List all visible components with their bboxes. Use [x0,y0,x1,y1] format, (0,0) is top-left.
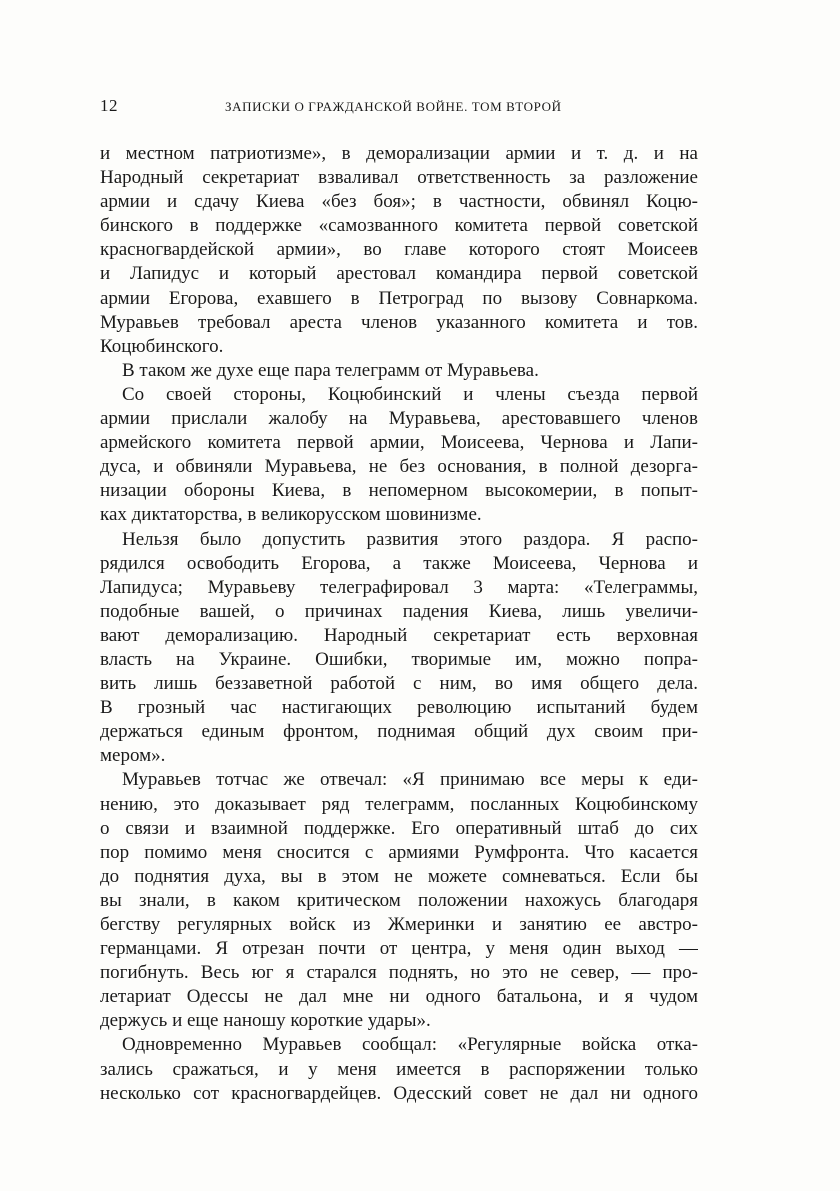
text-line: держаться единым фронтом, поднимая общий дух своим при- [100,721,698,743]
text-line: вают деморализацию. Народный секретариат есть верховная [100,624,698,646]
text-line: Народный секретариат взваливал ответственность за разложение [100,167,698,189]
text-line: несколько сот красногвардейцев. Одесский совет не дал ни одного [100,1082,698,1104]
text-line: Муравьев тотчас же отвечал: «Я принимаю все меры к еди- [122,769,698,791]
text-line: вить лишь беззаветной работой с ним, во имя общего дела. [100,673,698,695]
text-line: до поднятия духа, вы в этом не можете сомневаться. Если бы [100,865,698,887]
text-line: ках диктаторства, в великорусском шовинизме. [100,504,482,526]
text-line: Нельзя было допустить развития этого раздора. Я распо- [122,528,698,550]
text-line: красногвардейской армии», во главе которого стоят Моисеев [100,239,698,261]
text-line: армейского комитета первой армии, Моисеева, Чернова и Лапи- [100,432,698,454]
text-line: подобные вашей, о причинах падения Киева, лишь увеличи- [100,600,698,622]
text-line: Муравьев требовал ареста членов указанного комитета и тов. [100,311,698,333]
text-line: дуса, и обвиняли Муравьева, не без основания, в полной дезорга- [100,456,698,478]
text-line: Лапидуса; Муравьеву телеграфировал 3 марта: «Телеграммы, [100,576,698,598]
body-text [100,142,698,1106]
text-line: В таком же духе еще пара телеграмм от Муравьева. [122,359,539,381]
text-line: мером». [100,745,166,767]
text-line: бинского в поддержке «самозванного комитета первой советской [100,215,698,237]
page-header [100,96,700,120]
text-line: рядился освободить Егорова, а также Моисеева, Чернова и [100,552,698,574]
text-line: власть на Украине. Ошибки, творимые им, можно попра- [100,648,698,670]
text-line: низации обороны Киева, в непомерном высокомерии, в попыт- [100,480,698,502]
text-line: пор помимо меня сносится с армиями Румфронта. Что касается [100,841,698,863]
text-line: В грозный час настигающих революцию испытаний будем [100,697,698,719]
text-line: держусь и еще наношу короткие удары». [100,1010,431,1032]
text-line: о связи и взаимной поддержке. Его оперативный штаб до сих [100,817,698,839]
text-line: бегству регулярных войск из Жмеринки и занятию ее австро- [100,914,698,935]
text-line: армии прислали жалобу на Муравьева, арестовавшего членов [100,408,698,430]
text-line: и местном патриотизме», в деморализации армии и т. д. и на [100,143,698,164]
text-line: германцами. Я отрезан почти от центра, у меня один выход — [100,938,698,960]
text-line: Со своей стороны, Коцюбинский и члены съезда первой [122,383,698,405]
text-line: армии и сдачу Киева «без боя»; в частности, обвинял Коцю- [100,191,698,213]
text-line: Одновременно Муравьев сообщал: «Регулярные войска отка- [122,1034,698,1056]
running-head: ЗАПИСКИ О ГРАЖДАНСКОЙ ВОЙНЕ. ТОМ ВТОРОЙ [225,99,562,114]
text-line: летариат Одессы не дал мне ни одного батальона, и я чудом [100,986,698,1008]
text-line: погибнуть. Весь юг я старался поднять, но это не север, — про- [100,962,698,984]
text-line: вы знали, в каком критическом положении нахожусь благодаря [100,889,698,911]
text-line: армии Егорова, ехавшего в Петроград по вызову Совнаркома. [100,287,698,309]
page-number: 12 [100,96,118,115]
text-line: нению, это доказывает ряд телеграмм, посланных Коцюбинскому [100,793,698,815]
text-line: зались сражаться, и у меня имеется в распоряжении только [100,1058,698,1080]
text-line: и Лапидус и который арестовал командира первой советской [100,263,698,285]
text-line: Коцюбинского. [100,335,224,357]
